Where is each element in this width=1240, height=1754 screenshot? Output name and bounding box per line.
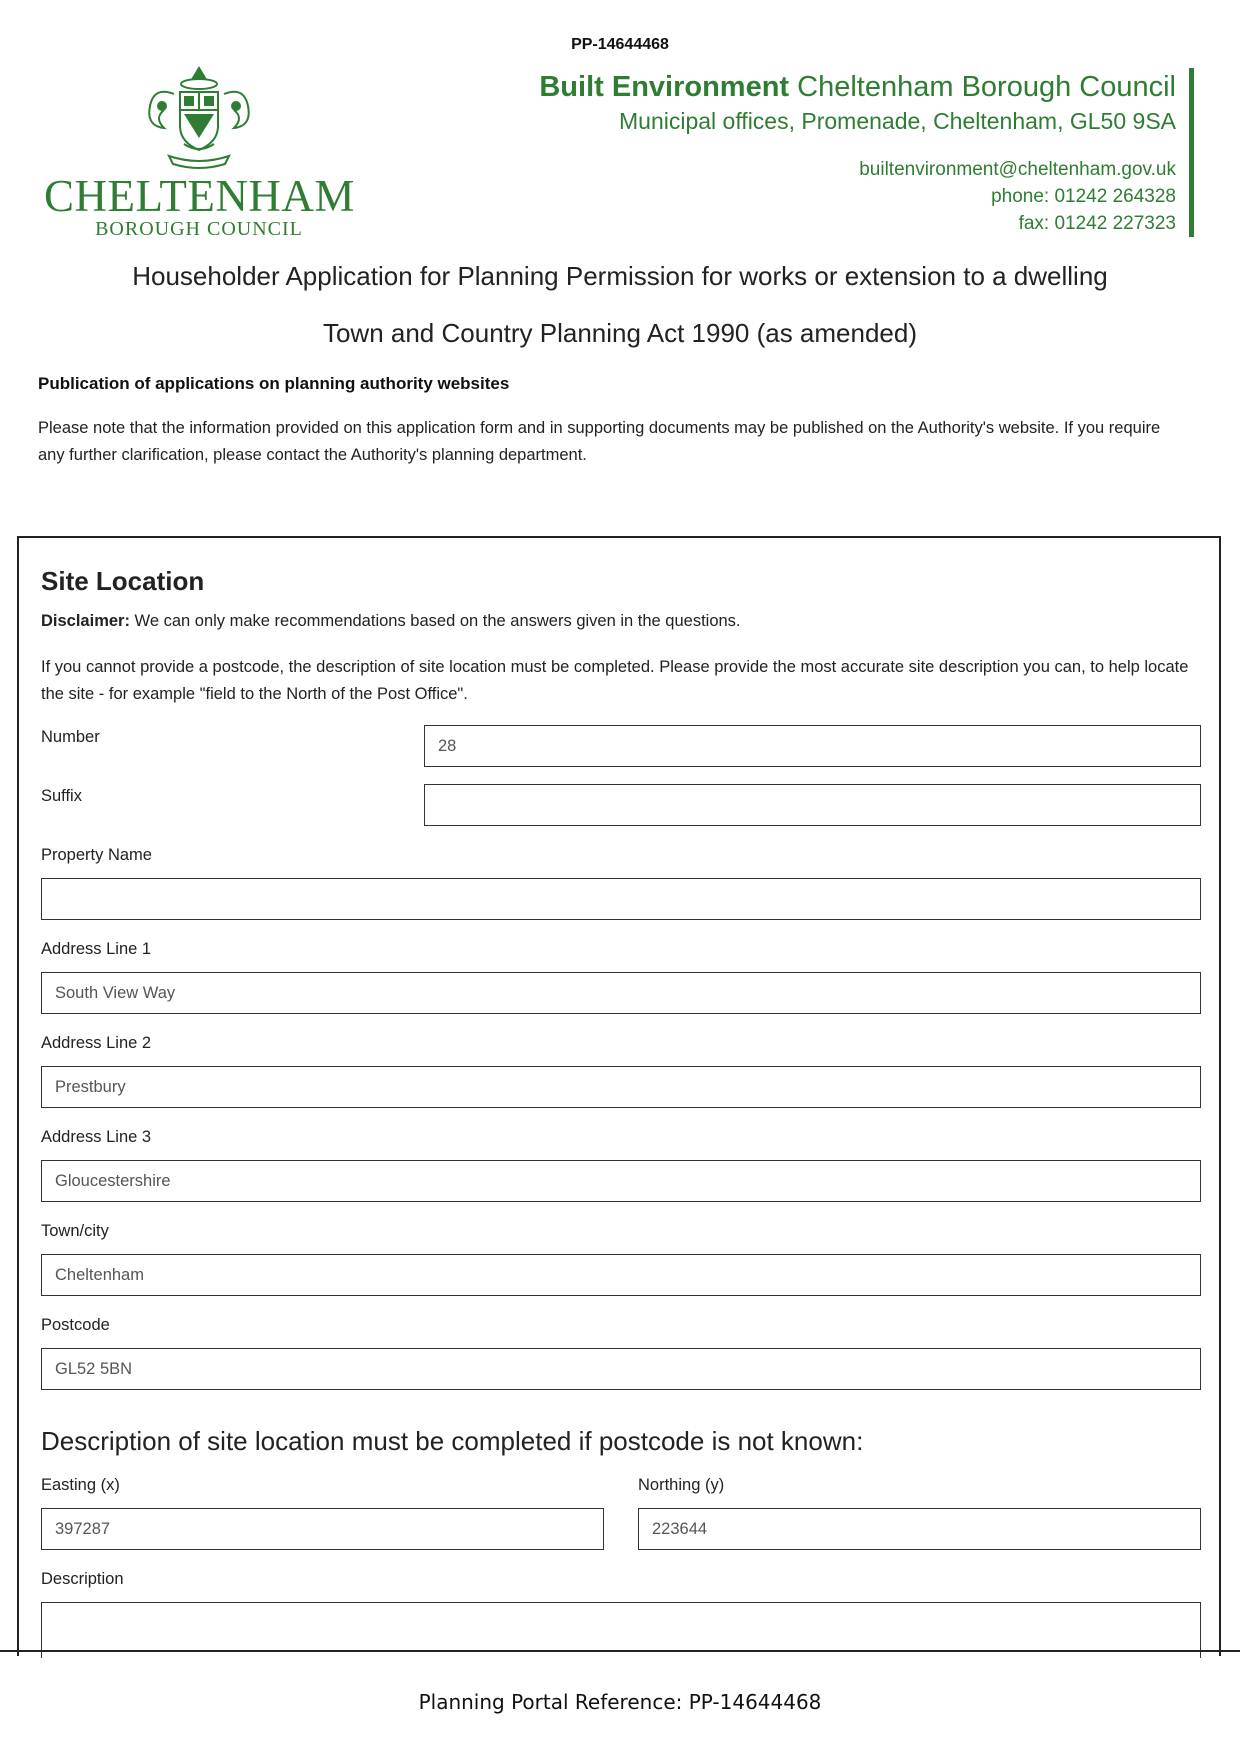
northing-label: Northing (y): [638, 1476, 725, 1494]
description-heading: Description of site location must be completed if postcode is not known:: [41, 1426, 864, 1456]
contact-email: builtenvironment@cheltenham.gov.uk: [859, 159, 1176, 180]
town-field[interactable]: Cheltenham: [41, 1254, 1201, 1296]
council-address: Municipal offices, Promenade, Cheltenham, GL50 9SA: [619, 108, 1176, 134]
publication-heading: Publication of applications on planning authority websites: [38, 374, 510, 393]
form-title: Householder Application for Planning Permission for works or extension to a dwelling: [132, 261, 1108, 291]
disclaimer-label: Disclaimer:: [41, 612, 130, 630]
section-title: Site Location: [41, 566, 205, 596]
town-label: Town/city: [41, 1222, 109, 1240]
publication-text: Please note that the information provided on this application form and in supporting documents may be published on the Authority's website. If you require any further clarification, please contact the Authority's planning department.: [38, 419, 1161, 464]
council-logo: [44, 60, 354, 255]
logo-main-text: CHELTENHAM: [44, 171, 355, 221]
address-line-2-label: Address Line 2: [41, 1034, 152, 1052]
postcode-field[interactable]: GL52 5BN: [41, 1348, 1201, 1390]
postcode-label: Postcode: [41, 1316, 110, 1334]
easting-field[interactable]: 397287: [41, 1508, 604, 1550]
address-line-1-field[interactable]: South View Way: [41, 972, 1201, 1014]
northing-field[interactable]: 223644: [638, 1508, 1201, 1550]
suffix-field[interactable]: [424, 784, 1201, 826]
postcode-note: If you cannot provide a postcode, the description of site location must be completed. Please provide the most accurate site description you can, to help locate the site - for example "field to the North of the Post Office".: [41, 658, 1189, 703]
reference-number: PP-14644468: [571, 36, 669, 53]
footer-reference: Planning Portal Reference: PP-14644468: [418, 1690, 822, 1714]
contact-phone: phone: 01242 264328: [991, 186, 1176, 207]
property-name-field[interactable]: [41, 878, 1201, 920]
description-label: Description: [41, 1570, 124, 1588]
address-line-2-field[interactable]: Prestbury: [41, 1066, 1201, 1108]
suffix-label: Suffix: [41, 787, 82, 805]
number-field[interactable]: 28: [424, 725, 1201, 767]
logo-sub-text: BOROUGH COUNCIL: [95, 218, 303, 240]
organisation-name-rest: Cheltenham Borough Council: [789, 71, 1176, 103]
site-location-section: [17, 536, 1221, 1656]
disclaimer: [41, 612, 741, 631]
organisation-name: [416, 68, 1176, 106]
contact-fax: fax: 01242 227323: [1018, 213, 1176, 234]
organisation-name-bold: Built Environment: [539, 71, 790, 103]
address-line-3-field[interactable]: Gloucestershire: [41, 1160, 1201, 1202]
number-label: Number: [41, 728, 100, 746]
page-divider: [0, 1650, 1240, 1652]
property-name-label: Property Name: [41, 846, 152, 864]
coat-of-arms-icon: [144, 60, 254, 172]
easting-label: Easting (x): [41, 1476, 120, 1494]
council-contact-block: [416, 68, 1194, 237]
form-subtitle: Town and Country Planning Act 1990 (as amended): [322, 318, 918, 348]
disclaimer-text: We can only make recommendations based on the answers given in the questions.: [129, 612, 741, 630]
address-line-1-label: Address Line 1: [41, 940, 152, 958]
address-line-3-label: Address Line 3: [41, 1128, 152, 1146]
